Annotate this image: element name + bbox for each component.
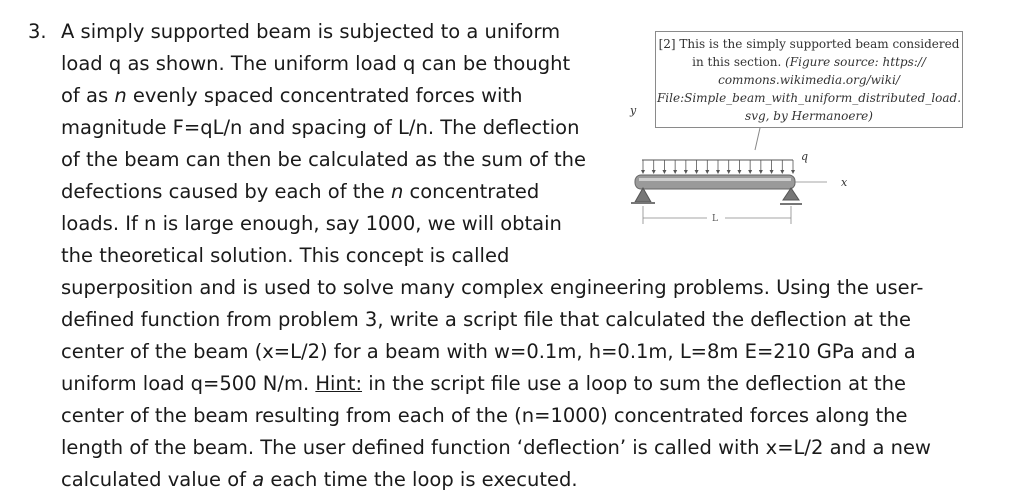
load-arrows — [641, 160, 795, 174]
caption-line: [2] This is the simply supported beam considered — [658, 37, 960, 51]
text-line-7: loads. If n is large enough, say 1000, we will obtain — [61, 212, 562, 235]
figure-caption — [655, 31, 963, 128]
text-seg: each time the loop is executed. — [264, 468, 578, 491]
caption-pointer — [755, 128, 760, 150]
load-arrow-head — [759, 170, 763, 174]
text-line-4: magnitude F=qL/n and spacing of L/n. The deflection — [61, 116, 580, 139]
load-arrow-head — [770, 170, 774, 174]
load-arrow-head — [748, 170, 752, 174]
roller-support — [783, 188, 799, 200]
caption-line: File:Simple_beam_with_uniform_distributed_load. — [656, 91, 962, 105]
beam-highlight — [639, 178, 791, 181]
text-line-12 — [61, 368, 906, 400]
hint-label: Hint: — [315, 372, 363, 395]
text-line-14: length of the beam. The user defined function ‘deflection’ is called with x=L/2 and a new — [61, 436, 931, 459]
y-axis-label: y — [630, 104, 637, 117]
pin-support — [635, 188, 651, 202]
text-seg: calculated value of — [61, 468, 253, 491]
text-line-3 — [61, 80, 522, 112]
load-arrow-head — [791, 170, 795, 174]
text-line-6 — [61, 176, 539, 208]
caption-line: svg, by Hermanoere) — [745, 109, 873, 123]
text-line-1: A simply supported beam is subjected to a uniform — [61, 20, 561, 43]
text-line-10: defined function from problem 3, write a script file that calculated the deflection at the — [61, 308, 911, 331]
load-arrow-head — [780, 170, 784, 174]
text-line-8: the theoretical solution. This concept is called — [61, 244, 510, 267]
problem-number: 3. — [28, 20, 47, 43]
caption-line: in this section. (Figure source: https:// — [692, 55, 926, 69]
text-seg: defections caused by each of the — [61, 180, 391, 203]
text-line-5: of the beam can then be calculated as the sum of the — [61, 148, 587, 171]
beam — [635, 175, 795, 189]
load-arrow-head — [684, 170, 688, 174]
text-seg: in the script file use a loop to sum the deflection at the — [362, 372, 906, 395]
load-arrow-head — [695, 170, 699, 174]
text-seg: evenly spaced concentrated forces with — [126, 84, 523, 107]
load-arrow-head — [737, 170, 741, 174]
text-line-9: superposition and is used to solve many complex engineering problems. Using the user- — [61, 276, 924, 299]
text-line-11: center of the beam (x=L/2) for a beam with w=0.1m, h=0.1m, L=8m E=210 GPa and a — [61, 340, 916, 363]
load-arrow-head — [662, 170, 666, 174]
text-seg: uniform load q=500 N/m. — [61, 372, 316, 395]
x-axis-label: x — [841, 176, 848, 189]
load-arrow-head — [641, 170, 645, 174]
var-a: a — [252, 468, 265, 491]
var-n: n — [114, 84, 127, 107]
text-seg: concentrated — [403, 180, 540, 203]
text-line-2: load q as shown. The uniform load q can be thought — [61, 52, 571, 75]
text-line-13: center of the beam resulting from each of the (n=1000) concentrated forces along the — [61, 404, 908, 427]
length-label: L — [712, 214, 718, 224]
text-line-15 — [61, 464, 578, 496]
load-arrow-head — [705, 170, 709, 174]
load-label-q: q — [801, 150, 809, 163]
var-n: n — [390, 180, 404, 203]
text-seg: of as — [61, 84, 115, 107]
caption-line: commons.wikimedia.org/wiki/ — [718, 73, 900, 87]
load-arrow-head — [727, 170, 731, 174]
load-arrow-head — [716, 170, 720, 174]
load-arrow-head — [673, 170, 677, 174]
load-arrow-head — [652, 170, 656, 174]
